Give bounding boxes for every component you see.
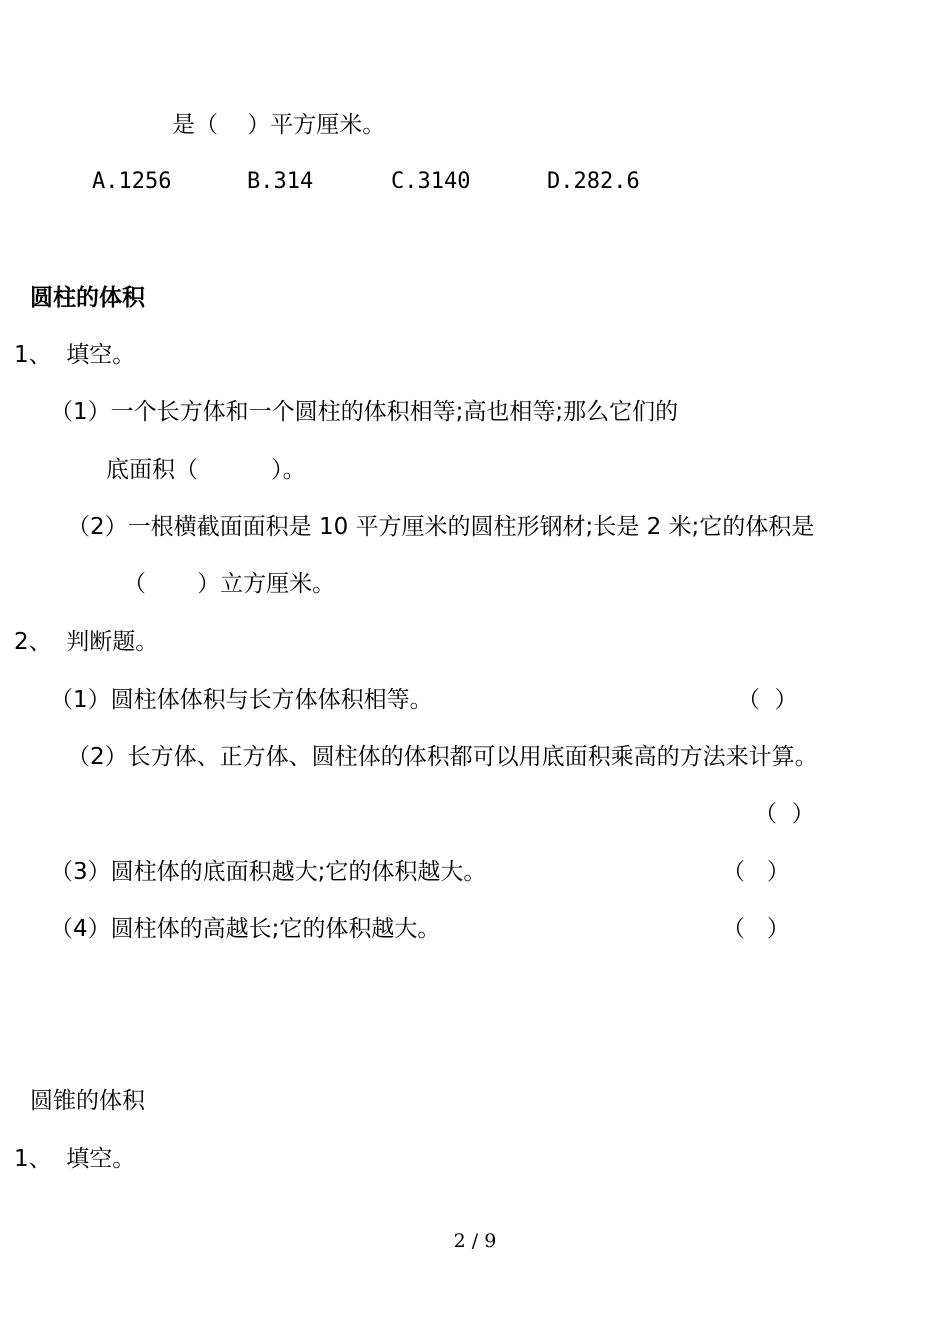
answer-paren: （ ） bbox=[754, 801, 815, 827]
question-continuation: 是（ ）平方厘米。 bbox=[172, 112, 386, 138]
cylinder-q1-item1-line1: （1）一个长方体和一个圆柱的体积相等;高也相等;那么它们的 bbox=[50, 399, 679, 425]
cylinder-q1-item1-line2: 底面积（ ）。 bbox=[106, 457, 306, 483]
option-c: C.3140 bbox=[391, 169, 471, 194]
answer-paren: （ ） bbox=[722, 916, 790, 942]
option-a: A.1256 bbox=[92, 169, 172, 194]
cone-q1-label: 1、 填空。 bbox=[14, 1146, 136, 1172]
cylinder-q1-label: 1、 填空。 bbox=[14, 342, 136, 368]
cylinder-q2-item4: （4）圆柱体的高越长;它的体积越大。 bbox=[50, 916, 441, 942]
cylinder-q2-label: 2、 判断题。 bbox=[14, 629, 159, 655]
section-title-cylinder: 圆柱的体积 bbox=[30, 285, 145, 311]
section-title-cone: 圆锥的体积 bbox=[30, 1088, 145, 1114]
answer-paren: （ ） bbox=[737, 687, 798, 713]
option-b: B.314 bbox=[247, 169, 314, 194]
option-d: D.282.6 bbox=[547, 169, 640, 194]
page-number: 2 / 9 bbox=[453, 1230, 497, 1252]
cylinder-q2-item2: （2）长方体、正方体、圆柱体的体积都可以用底面积乘高的方法来计算。 bbox=[67, 744, 818, 770]
cylinder-q1-item2-line2: （ ）立方厘米。 bbox=[123, 571, 336, 597]
cylinder-q2-item1: （1）圆柱体体积与长方体体积相等。 bbox=[50, 687, 433, 713]
cylinder-q2-item3: （3）圆柱体的底面积越大;它的体积越大。 bbox=[50, 859, 487, 885]
answer-paren: （ ） bbox=[722, 859, 790, 885]
cylinder-q1-item2-line1: （2）一根横截面面积是 10 平方厘米的圆柱形钢材;长是 2 米;它的体积是 bbox=[67, 514, 815, 540]
